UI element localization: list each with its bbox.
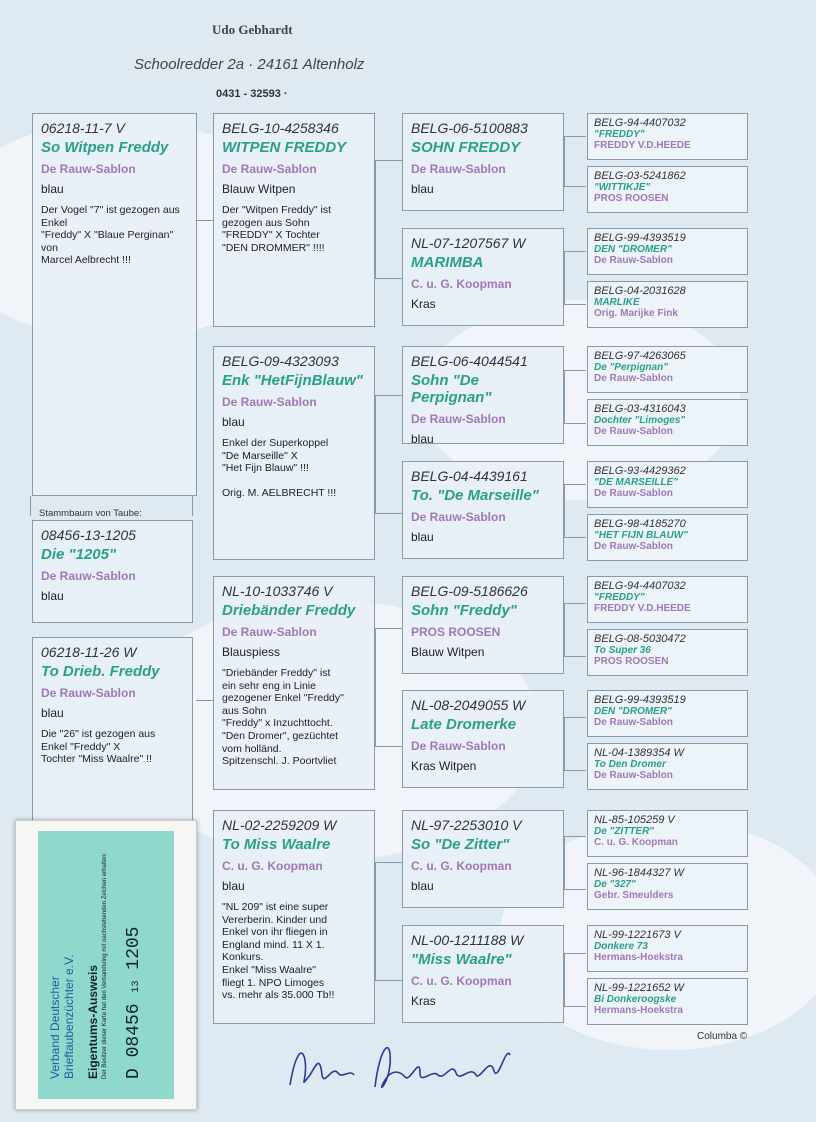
ring-number: BELG-98-4185270	[594, 518, 686, 530]
ring-number: 08456-13-1205	[41, 527, 136, 543]
ring-number: BELG-06-5100883	[411, 120, 528, 136]
pigeon-name: De "Perpignan"	[594, 362, 668, 373]
gg-grandparent-box	[587, 166, 748, 213]
plumage-color: blau	[222, 879, 245, 893]
card-panel	[38, 831, 174, 1099]
grandparent-box	[213, 346, 375, 560]
description: Die "26" ist gezogen aus Enkel "Freddy" X Tochter "Miss Waalre" !!	[41, 728, 156, 766]
description: Der Vogel "7" ist gezogen aus Enkel "Freddy" X "Blaue Perginan" von Marcel Aelbrecht !!!	[41, 204, 180, 267]
pigeon-name: De "327"	[594, 879, 636, 890]
pigeon-name: Enk "HetFijnBlauw"	[222, 372, 363, 389]
ring-number: BELG-94-4407032	[594, 117, 686, 129]
connector-line	[564, 484, 586, 485]
ring-number: BELG-10-4258346	[222, 120, 339, 136]
plumage-color: blau	[41, 182, 64, 196]
connector-line	[375, 160, 376, 278]
grandparent-box	[213, 810, 375, 1024]
pigeon-name: "FREDDY"	[594, 592, 645, 603]
ring-number: NL-99-1221673 V	[594, 929, 681, 941]
connector-line	[564, 423, 586, 424]
gg-grandparent-box	[587, 810, 748, 857]
great-grandparent-box	[402, 461, 564, 559]
gg-grandparent-box	[587, 576, 748, 623]
signature-image	[280, 1025, 540, 1100]
breeder-name: C. u. G. Koopman	[222, 859, 323, 873]
columba-credit: Columba ©	[697, 1031, 748, 1042]
breeder-name: De Rauw-Sablon	[594, 373, 673, 384]
ownership-card	[15, 820, 197, 1110]
gg-grandparent-box	[587, 228, 748, 275]
grandparent-box	[213, 113, 375, 327]
breeder-name: De Rauw-Sablon	[594, 770, 673, 781]
connector-line	[564, 251, 565, 304]
breeder-name: C. u. G. Koopman	[411, 859, 512, 873]
gg-grandparent-box	[587, 399, 748, 446]
connector-line	[564, 953, 565, 1006]
card-title: Eigentums-Ausweis	[86, 964, 100, 1079]
pigeon-name: To. "De Marseille"	[411, 487, 539, 504]
connector-line	[564, 370, 586, 371]
pigeon-name: "Miss Waalre"	[411, 951, 512, 968]
connector-line	[375, 160, 402, 161]
breeder-name: De Rauw-Sablon	[594, 255, 673, 266]
breeder-name: C. u. G. Koopman	[411, 277, 512, 291]
plumage-color: blau	[411, 879, 434, 893]
breeder-name: PROS ROOSEN	[411, 625, 501, 639]
connector-line	[564, 186, 586, 187]
great-grandparent-box	[402, 346, 564, 444]
pigeon-name: "FREDDY"	[594, 129, 645, 140]
owner-phone: 0431 - 32593 ·	[216, 88, 288, 100]
great-grandparent-box	[402, 228, 564, 326]
ring-number: NL-04-1389354 W	[594, 747, 684, 759]
connector-line	[564, 136, 586, 137]
breeder-name: Hermans-Hoekstra	[594, 1005, 683, 1016]
gg-grandparent-box	[587, 346, 748, 393]
pigeon-name: De "ZITTER"	[594, 826, 655, 837]
connector-line	[375, 395, 376, 513]
plumage-color: Blauw Witpen	[222, 182, 296, 196]
great-grandparent-box	[402, 925, 564, 1023]
pigeon-name: "HET FIJN BLAUW"	[594, 530, 688, 541]
pigeon-name: To Miss Waalre	[222, 836, 331, 853]
connector-line	[564, 717, 586, 718]
connector-line	[564, 770, 586, 771]
breeder-name: De Rauw-Sablon	[594, 541, 673, 552]
breeder-name: C. u. G. Koopman	[594, 837, 678, 848]
plumage-color: blau	[411, 530, 434, 544]
plumage-color: Kras	[411, 994, 436, 1008]
pigeon-name: Late Dromerke	[411, 716, 517, 733]
connector-line	[375, 278, 402, 279]
plumage-color: Blauspiess	[222, 645, 281, 659]
connector-line	[375, 862, 376, 980]
breeder-name: De Rauw-Sablon	[411, 739, 506, 753]
breeder-name: De Rauw-Sablon	[411, 162, 506, 176]
gg-grandparent-box	[587, 743, 748, 790]
connector-line	[564, 304, 586, 305]
card-note: Der Besitzer dieser Karte hat den Verbandsring mit nachstehenden Zeichen erhalten:	[102, 852, 108, 1079]
breeder-name: FREDDY V.D.HEEDE	[594, 603, 691, 614]
father-box	[32, 113, 197, 496]
breeder-name: C. u. G. Koopman	[411, 974, 512, 988]
plumage-color: blau	[411, 182, 434, 196]
gg-grandparent-box	[587, 281, 748, 328]
pigeon-name: MARLIKE	[594, 297, 640, 308]
plumage-color: Blauw Witpen	[411, 645, 485, 659]
breeder-name: Hermans-Hoekstra	[594, 952, 683, 963]
gg-grandparent-box	[587, 978, 748, 1025]
card-ring-prefix: D 08456	[124, 1003, 144, 1079]
breeder-name: De Rauw-Sablon	[411, 510, 506, 524]
ring-number: BELG-99-4393519	[594, 694, 686, 706]
pigeon-name: To Drieb. Freddy	[41, 663, 160, 680]
plumage-color: Kras Witpen	[411, 759, 477, 773]
ring-number: 06218-11-26 W	[41, 644, 137, 660]
great-grandparent-box	[402, 810, 564, 908]
gg-grandparent-box	[587, 514, 748, 561]
breeder-name: De Rauw-Sablon	[41, 569, 136, 583]
ring-number: BELG-08-5030472	[594, 633, 686, 645]
ring-number: BELG-93-4429362	[594, 465, 686, 477]
pigeon-name: Sohn "De Perpignan"	[411, 372, 492, 406]
connector-line	[564, 953, 586, 954]
connector-line	[375, 395, 402, 396]
ring-number: BELG-97-4263065	[594, 350, 686, 362]
ring-number: 06218-11-7 V	[41, 120, 125, 136]
breeder-name: De Rauw-Sablon	[222, 395, 317, 409]
connector-line	[375, 862, 402, 863]
connector-line	[564, 537, 586, 538]
connector-line	[564, 889, 586, 890]
ring-number: NL-07-1207567 W	[411, 235, 526, 251]
stammbaum-label: Stammbaum von Taube:	[36, 508, 145, 519]
ring-number: BELG-04-2031628	[594, 285, 686, 297]
connector-line	[192, 496, 193, 516]
plumage-color: blau	[41, 589, 64, 603]
plumage-color: Kras	[411, 297, 436, 311]
connector-line	[30, 496, 31, 516]
pigeon-name: Sohn "Freddy"	[411, 602, 517, 619]
card-ring-number	[124, 927, 144, 1079]
gg-grandparent-box	[587, 690, 748, 737]
breeder-name: FREDDY V.D.HEEDE	[594, 140, 691, 151]
pigeon-name: Die "1205"	[41, 546, 117, 563]
owner-name: Udo Gebhardt	[212, 22, 293, 37]
pigeon-name: Dochter "Limoges"	[594, 415, 686, 426]
connector-line	[196, 220, 213, 221]
connector-line	[196, 700, 213, 701]
subject-box	[32, 520, 193, 623]
gg-grandparent-box	[587, 925, 748, 972]
connector-line	[564, 717, 565, 770]
pigeon-name: So "De Zitter"	[411, 836, 510, 853]
description: Enkel der Superkoppel "De Marseille" X "Het Fijn Blauw" !!! Orig. M. AELBRECHT !!!	[222, 437, 337, 500]
plumage-color: blau	[222, 415, 245, 429]
ring-number: NL-85-105259 V	[594, 814, 675, 826]
ring-number: BELG-03-5241862	[594, 170, 686, 182]
breeder-name: PROS ROOSEN	[594, 193, 669, 204]
breeder-name: Orig. Marijke Fink	[594, 308, 678, 319]
connector-line	[564, 656, 586, 657]
ring-number: BELG-94-4407032	[594, 580, 686, 592]
connector-line	[375, 628, 402, 629]
breeder-name: De Rauw-Sablon	[594, 717, 673, 728]
breeder-name: PROS ROOSEN	[594, 656, 669, 667]
card-organization: Verband Deutscher Brieftaubenzüchter e.V.	[48, 954, 77, 1079]
pigeon-name: "WITTIKJE"	[594, 182, 651, 193]
plumage-color: blau	[411, 432, 434, 446]
pigeon-name: MARIMBA	[411, 254, 484, 271]
breeder-name: De Rauw-Sablon	[411, 412, 506, 426]
description: Der "Witpen Freddy" ist gezogen aus Sohn "FREDDY" X Tochter "DEN DROMMER" !!!!	[222, 204, 331, 254]
ring-number: BELG-04-4439161	[411, 468, 528, 484]
ring-number: NL-99-1221652 W	[594, 982, 684, 994]
breeder-name: De Rauw-Sablon	[222, 625, 317, 639]
breeder-name: De Rauw-Sablon	[222, 162, 317, 176]
connector-line	[375, 746, 402, 747]
great-grandparent-box	[402, 690, 564, 788]
connector-line	[564, 251, 586, 252]
plumage-color: blau	[41, 706, 64, 720]
description: "NL 209" ist eine super Vererberin. Kinder und Enkel von ihr fliegen in England mind. 11 X 1. Konkurs. Enkel "Miss Waalre" fliegt 1. NPO Limoges vs. mehr als 35.000 Tb!!	[222, 901, 335, 1002]
connector-line	[375, 628, 376, 746]
connector-line	[564, 836, 586, 837]
mother-box	[32, 637, 193, 827]
ring-number: NL-96-1844327 W	[594, 867, 684, 879]
great-grandparent-box	[402, 576, 564, 674]
pigeon-name: Driebänder Freddy	[222, 602, 356, 619]
connector-line	[564, 484, 565, 537]
ring-number: BELG-06-4044541	[411, 353, 528, 369]
gg-grandparent-box	[587, 629, 748, 676]
breeder-name: De Rauw-Sablon	[41, 162, 136, 176]
ring-number: NL-10-1033746 V	[222, 583, 333, 599]
breeder-name: De Rauw-Sablon	[594, 488, 673, 499]
ring-number: BELG-99-4393519	[594, 232, 686, 244]
connector-line	[564, 836, 565, 889]
connector-line	[375, 980, 402, 981]
ring-number: BELG-03-4316043	[594, 403, 686, 415]
connector-line	[564, 1006, 586, 1007]
breeder-name: Gebr. Smeulders	[594, 890, 674, 901]
pigeon-name: "DE MARSEILLE"	[594, 477, 678, 488]
connector-line	[564, 136, 565, 186]
connector-line	[564, 370, 565, 423]
breeder-name: De Rauw-Sablon	[41, 686, 136, 700]
pigeon-name: To Super 36	[594, 645, 651, 656]
ring-number: BELG-09-5186626	[411, 583, 528, 599]
pigeon-name: WITPEN FREDDY	[222, 139, 347, 156]
gg-grandparent-box	[587, 863, 748, 910]
pigeon-name: SOHN FREDDY	[411, 139, 521, 156]
connector-line	[564, 603, 586, 604]
pigeon-name: To Den Dromer	[594, 759, 666, 770]
description: "Driebänder Freddy" ist ein sehr eng in Linie gezogener Enkel "Freddy" aus Sohn "Freddy" x Inzuchttocht. "Den Dromer", gezüchtet vom holländ. Spitzenschl. J. Poortvliet	[222, 667, 344, 768]
great-grandparent-box	[402, 113, 564, 211]
connector-line	[564, 603, 565, 656]
pigeon-name: Donkere 73	[594, 941, 648, 952]
pigeon-name: So Witpen Freddy	[41, 139, 169, 156]
owner-address: Schoolredder 2a · 24161 Altenholz	[134, 56, 365, 73]
pigeon-name: DEN "DROMER"	[594, 244, 672, 255]
pigeon-name: DEN "DROMER"	[594, 706, 672, 717]
ring-number: NL-08-2049055 W	[411, 697, 526, 713]
card-ring-no: 1205	[124, 926, 144, 970]
ring-number: NL-02-2259209 W	[222, 817, 337, 833]
grandparent-box	[213, 576, 375, 790]
card-ring-year: 13	[131, 980, 142, 993]
ring-number: NL-00-1211188 W	[411, 932, 524, 948]
breeder-name: De Rauw-Sablon	[594, 426, 673, 437]
gg-grandparent-box	[587, 113, 748, 160]
ring-number: BELG-09-4323093	[222, 353, 339, 369]
connector-line	[375, 513, 402, 514]
gg-grandparent-box	[587, 461, 748, 508]
pigeon-name: Bi Donkeroogske	[594, 994, 677, 1005]
ring-number: NL-97-2253010 V	[411, 817, 522, 833]
